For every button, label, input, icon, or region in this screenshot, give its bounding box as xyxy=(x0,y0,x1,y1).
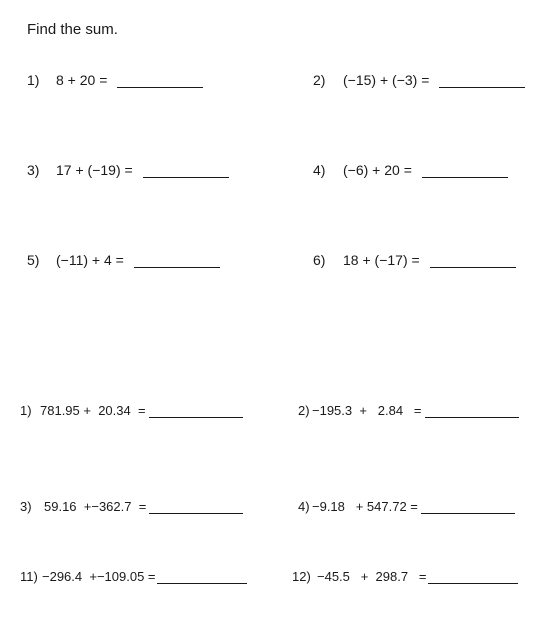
problem-expression: (−15) + (−3) = xyxy=(343,72,430,88)
problem-expression: (−6) + 20 = xyxy=(343,162,412,178)
problem-top-3 xyxy=(27,162,229,178)
problem-expression: −296.4 +−109.05 = xyxy=(42,569,156,584)
problem-number: 5) xyxy=(27,252,40,268)
answer-blank[interactable] xyxy=(143,176,229,178)
problem-number: 3) xyxy=(20,499,32,514)
answer-blank[interactable] xyxy=(149,416,243,418)
answer-blank[interactable] xyxy=(134,266,220,268)
problem-expression: (−11) + 4 = xyxy=(56,252,124,268)
answer-blank[interactable] xyxy=(430,266,516,268)
problem-number: 2) xyxy=(313,72,326,88)
problem-top-6 xyxy=(313,252,516,268)
problem-expression: 8 + 20 = xyxy=(56,72,108,88)
problem-bottom-11 xyxy=(20,569,247,584)
problem-expression: −195.3 + 2.84 = xyxy=(312,403,422,418)
answer-blank[interactable] xyxy=(425,416,519,418)
problem-number: 11) xyxy=(20,569,38,584)
problem-top-5 xyxy=(27,252,220,268)
problem-number: 12) xyxy=(292,569,311,584)
problem-bottom-3 xyxy=(20,499,243,514)
problem-expression: 781.95 + 20.34 = xyxy=(40,403,146,418)
problem-expression: −9.18 + 547.72 = xyxy=(312,499,418,514)
problem-number: 6) xyxy=(313,252,326,268)
problem-expression: 59.16 +−362.7 = xyxy=(44,499,147,514)
problem-top-2 xyxy=(313,72,525,88)
problem-expression: −45.5 + 298.7 = xyxy=(317,569,427,584)
problem-expression: 18 + (−17) = xyxy=(343,252,420,268)
answer-blank[interactable] xyxy=(149,512,243,514)
answer-blank[interactable] xyxy=(428,582,518,584)
problem-expression: 17 + (−19) = xyxy=(56,162,133,178)
answer-blank[interactable] xyxy=(421,512,515,514)
problem-top-1 xyxy=(27,72,203,88)
answer-blank[interactable] xyxy=(157,582,247,584)
problem-bottom-4 xyxy=(298,499,515,514)
answer-blank[interactable] xyxy=(117,86,203,88)
problem-top-4 xyxy=(313,162,508,178)
problem-number: 4) xyxy=(298,499,310,514)
problem-number: 4) xyxy=(313,162,326,178)
answer-blank[interactable] xyxy=(439,86,525,88)
instructions: Find the sum. xyxy=(27,21,118,38)
problem-bottom-1 xyxy=(20,403,243,418)
problem-number: 1) xyxy=(20,403,32,418)
problem-bottom-2 xyxy=(298,403,519,418)
problem-number: 1) xyxy=(27,72,40,88)
problem-number: 2) xyxy=(298,403,310,418)
problem-bottom-12 xyxy=(292,569,518,584)
answer-blank[interactable] xyxy=(422,176,508,178)
problem-number: 3) xyxy=(27,162,40,178)
